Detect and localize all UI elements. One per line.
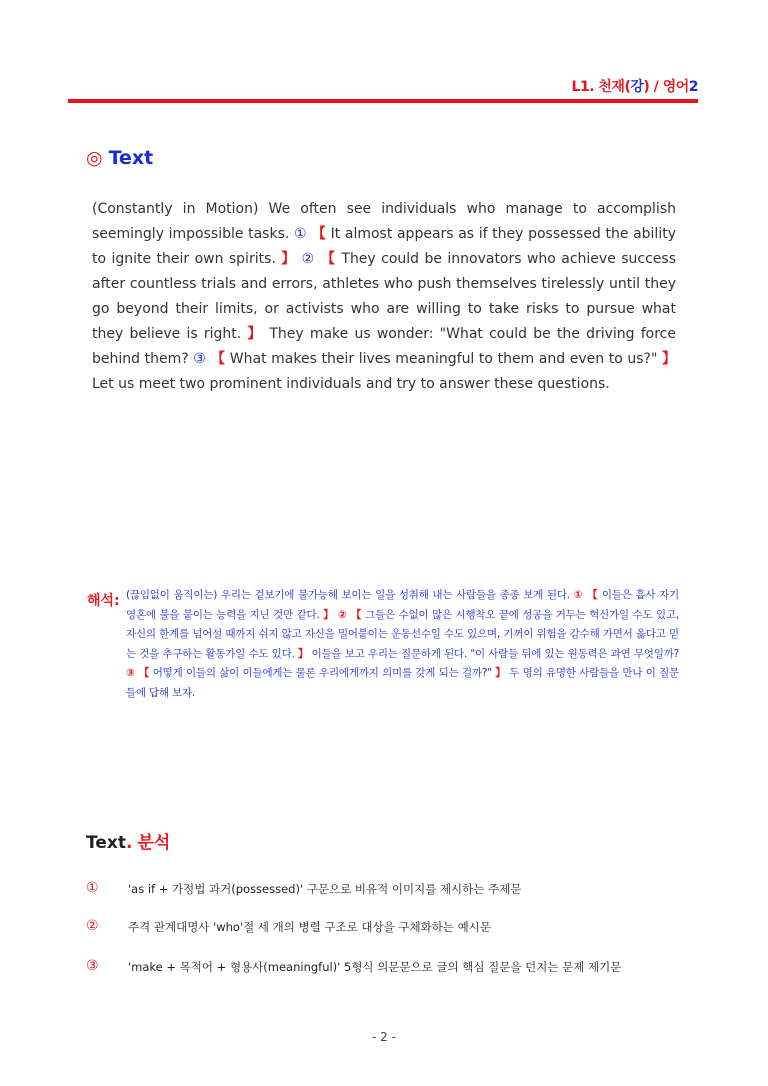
- marker-1: ①: [293, 226, 307, 242]
- sentence-3: What makes their lives meaningful to them and even to us?": [225, 351, 663, 367]
- korean-translation: (끊임없이 움직이는) 우리는 겉보기에 불가능해 보이는 일을 성취해 내는 사람들을 종종 보게 된다. ① 【 이들은 흡사 자기 영혼에 불을 붙이는 능력을 지닌 것만 같다. 】 ② 【 그들은 수없이 많은 시행착오 끝에 성공을 거두는 혁신가일 수도 있고, 자신의 한계를 넘어설 때까지 쉬지 않고 자신을 밀어붙이는 운동선수일 수도 있으며, 기꺼이 위험을 감수해 가면서 옳다고 믿는 것을 추구하는 활동가일 수도 있다. 】 이들을 보고 우리는 질문하게 된다. "이 사람들 뒤에 있는 원동력은 과연 무엇일까? ③ 【 어떻게 이들의 삶이 이들에게는 물론 우리에게까지 의미를 갖게 되는 걸까?" 】 두 명의 유명한 사람들을 만나 이 질문들에 답해 보자.: [126, 589, 679, 699]
- lesson-number: L1.: [571, 79, 595, 95]
- header-separator: /: [649, 79, 663, 95]
- analysis-text-3: 'make + 목적어 + 형용사(meaningful)' 5형식 의문문으로 글의 핵심 질문을 던지는 문제 제기문: [128, 960, 622, 974]
- header-divider: [68, 99, 698, 103]
- section-title: [86, 147, 153, 169]
- page-header: L1. 천재(강) / 영어2: [571, 79, 698, 95]
- analysis-marker-1: ①: [86, 880, 99, 896]
- analysis-marker-2: ②: [86, 918, 99, 934]
- publisher-name: 천재: [598, 79, 625, 95]
- author-name: 강: [630, 79, 644, 95]
- analysis-title: Text. 분석: [86, 833, 171, 853]
- english-passage: (Constantly in Motion) We often see individuals who manage to accomplish seemingly impossible tasks. ① 【 It almost appears as if they possessed the ability to ignite their own spirits. 】 ② 【 They could be innovators who achieve success after countless trials and errors, athletes who push themselves tirelessly until they go beyond their limits, or activists who are willing to take risks to pursue what they believe is right. 】 They make us wonder: "What could be the driving force behind them? ③ 【 What makes their lives meaningful to them and even to us?" 】 Let us meet two prominent individuals and try to answer these questions.: [92, 201, 677, 392]
- page-number: - 2 -: [372, 1030, 396, 1044]
- subject-level: 2: [688, 79, 698, 95]
- marker-2: ②: [296, 251, 316, 267]
- sentence-1: It almost appears as if they possessed the ability to ignite their own spirits.: [92, 226, 676, 267]
- subject-name: 영어: [662, 79, 689, 95]
- bullseye-icon: ◎: [86, 147, 103, 169]
- translation-label: 해석:: [87, 593, 120, 609]
- marker-3: ③: [193, 351, 206, 367]
- analysis-text-1: 'as if + 가정법 과거(possessed)' 구문으로 비유적 이미지를 제시하는 주제문: [128, 882, 522, 896]
- sentence-2: They could be innovators who achieve success after countless trials and errors, athletes who push themselves tirelessly until they go beyond their limits, or activists who are willing to take risks to pursue what they believe is right.: [92, 251, 676, 342]
- analysis-marker-3: ③: [86, 958, 99, 974]
- analysis-text-2: 주격 관계대명사 'who'절 세 개의 병렬 구조로 대상을 구체화하는 예시문: [128, 920, 491, 934]
- section-title-text: Text: [108, 147, 154, 169]
